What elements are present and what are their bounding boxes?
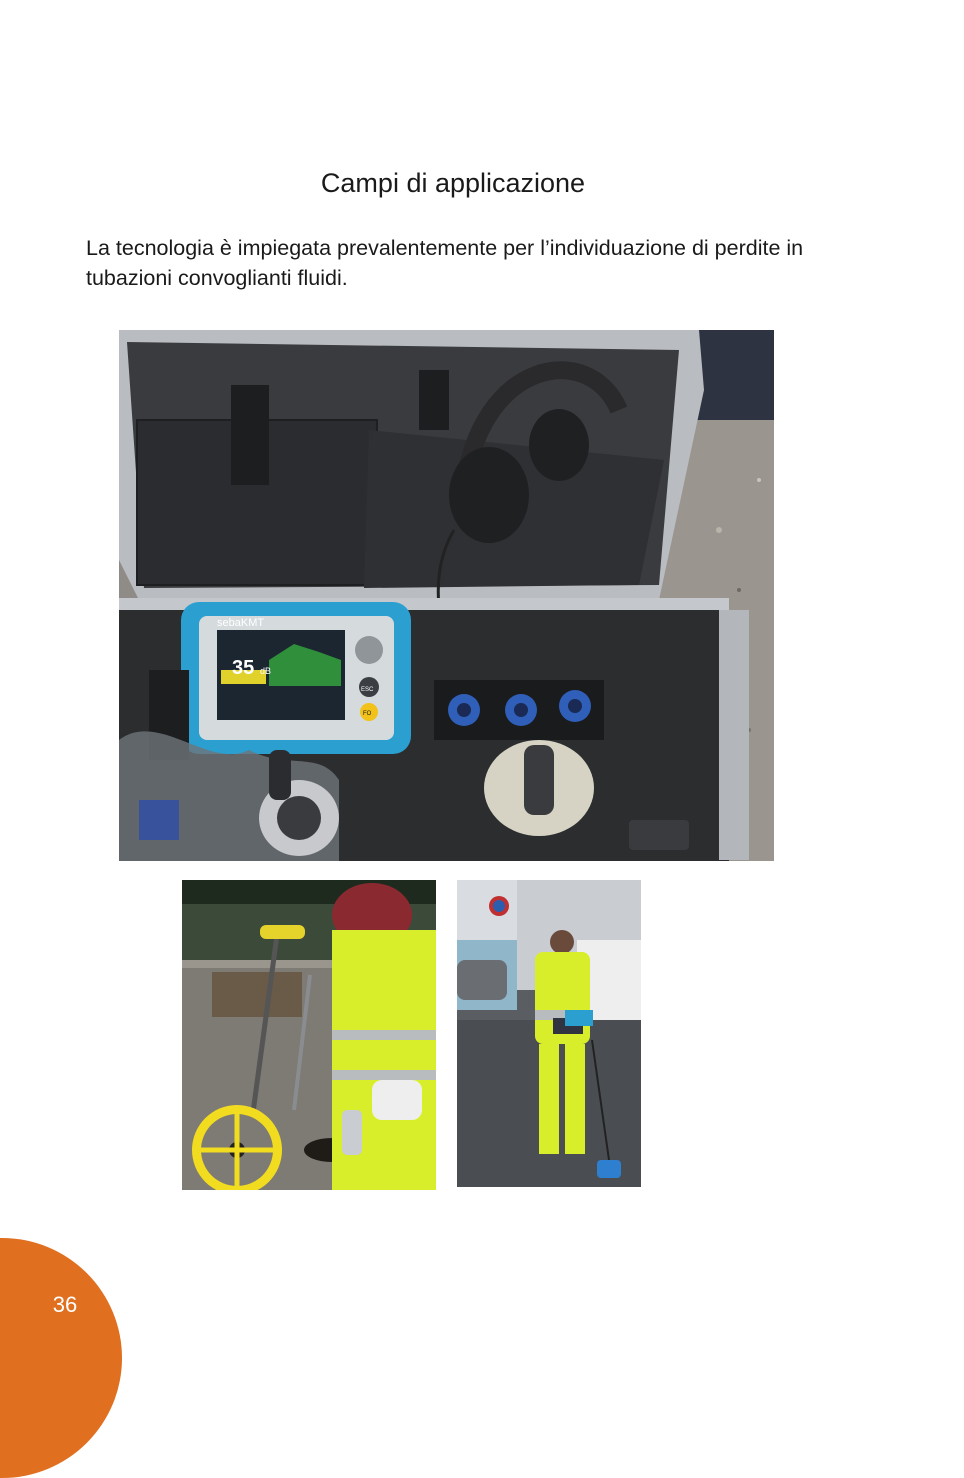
operator-photo [457,880,641,1187]
page-number: 36 [52,1292,78,1317]
device-brand-label: sebaKMT [217,617,265,629]
measuring-wheel-photo [182,880,436,1190]
body-paragraph: La tecnologia è impiegata prevalentemente per l’individuazione di perdite in tubazioni convoglianti fluidi. [86,236,804,290]
device-fo-key: FO [363,711,372,717]
page-number-badge [0,1238,122,1478]
device-reading: 35 [232,657,255,679]
equipment-case-photo [119,330,774,861]
device-unit: dB [260,666,272,676]
page-title: Campi di applicazione [320,168,586,198]
device-esc-key: ESC [361,687,374,693]
